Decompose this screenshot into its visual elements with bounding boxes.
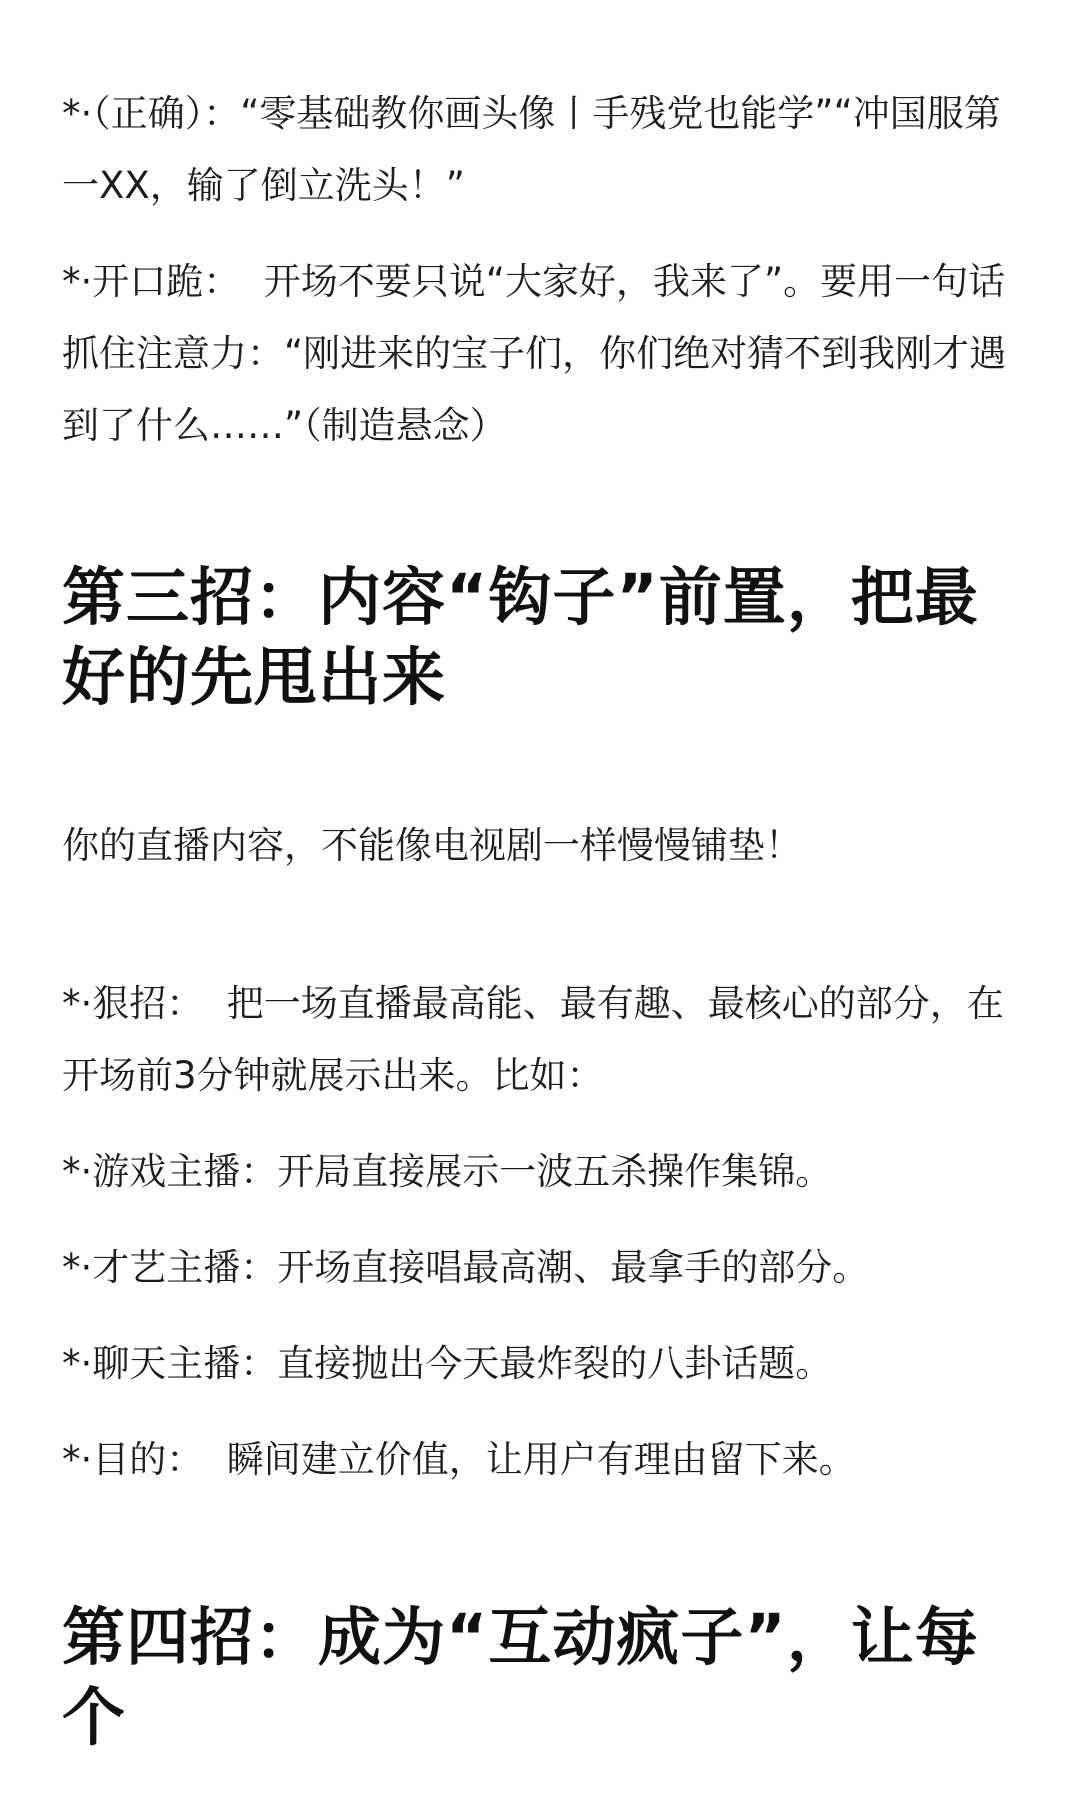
bullet-game-streamer: *·游戏主播：开局直接展示一波五杀操作集锦。 [62,1150,833,1193]
section-heading-3: 第三招：内容“钩子”前置，把最好的先甩出来 [62,561,979,714]
intro-paragraph: 你的直播内容，不能像电视剧一样慢慢铺垫！ [62,824,802,867]
bullet-killer-move: *·狠招： 把一场直播最高能、最有趣、最核心的部分，在开场前3分钟就展示出来。比如： [62,982,1004,1097]
bullet-correct-examples: *·（正确）：“零基础教你画头像丨手残党也能学”“冲国服第一XX，输了倒立洗头！” [62,92,1001,207]
section-heading-4: 第四招：成为“互动疯子”，让每个 [62,1601,979,1754]
bullet-purpose: *·目的： 瞬间建立价值，让用户有理由留下来。 [62,1438,856,1481]
bullet-chat-streamer: *·聊天主播：直接抛出今天最炸裂的八卦话题。 [62,1342,833,1385]
bullet-opening-hook: *·开口跪： 开场不要只说“大家好，我来了”。要用一句话抓住注意力：“刚进来的宝子们，你们绝对猜不到我刚才遇到了什么……”（制造悬念） [62,260,1007,447]
bullet-talent-streamer: *·才艺主播：开场直接唱最高潮、最拿手的部分。 [62,1246,870,1289]
